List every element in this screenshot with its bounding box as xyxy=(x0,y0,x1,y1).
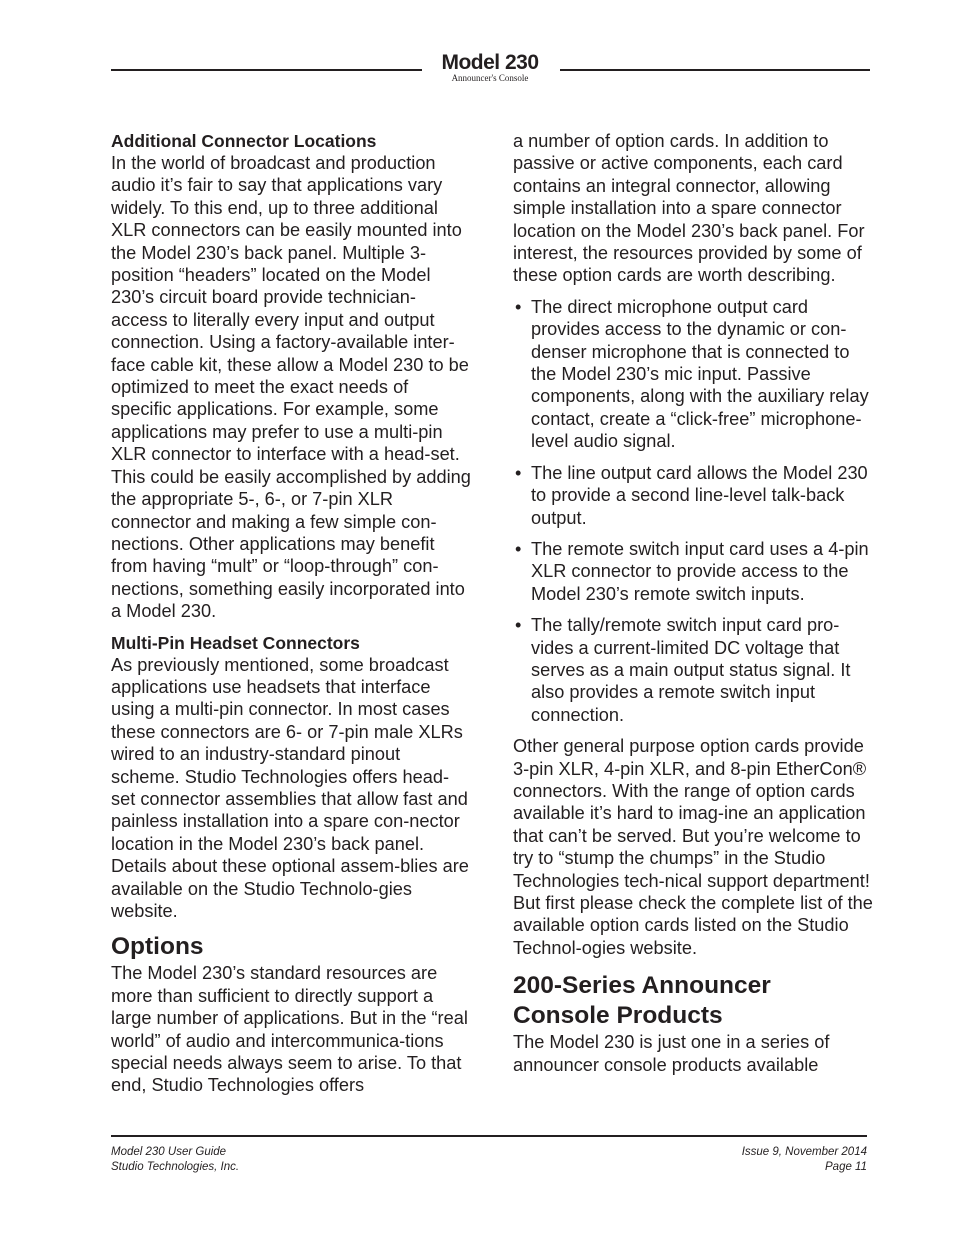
header-rule-left xyxy=(111,69,422,71)
option-cards-list xyxy=(513,296,873,726)
left-column xyxy=(111,130,471,1097)
logo-subtitle: Announcer's Console xyxy=(451,73,529,83)
list-item-text: The direct microphone output card provides access to the dynamic or con-denser microphone that is connected to the Model 230’s mic input. Passive components, along with the auxiliary relay contact, create a “click-free” microphone-level audio signal. xyxy=(531,296,869,452)
list-item xyxy=(513,614,873,726)
header-rule-right xyxy=(560,69,870,71)
footer-rule xyxy=(111,1135,867,1137)
list-item-text: The tally/remote switch input card pro-vides a current-limited DC voltage that serves as a main output status signal. It also provides a remote switch input connection. xyxy=(531,615,851,725)
heading-options: Options xyxy=(111,933,204,961)
list-item xyxy=(513,538,873,605)
list-item-text: The remote switch input card uses a 4-pin XLR connector to provide access to the Model 230’s remote switch inputs. xyxy=(531,538,869,604)
logo-title: Model 230 xyxy=(441,51,539,74)
paragraph-other-option-cards: Other general purpose option cards provide 3-pin XLR, 4-pin XLR, and 8-pin EtherCon® connectors. With the range of option cards available it’s hard to imag-ine an application that can’t be served. But you’re welcome to try to “stump the chumps” in the Studio Technologies tech-nical support department! But first please check the complete list of the available option cards listed on the Studio Technol-ogies website. xyxy=(513,736,873,958)
heading-multi-pin-headset-connectors: Multi-Pin Headset Connectors xyxy=(111,632,360,653)
footer-company: Studio Technologies, Inc. xyxy=(111,1160,240,1173)
list-item-text: The line output card allows the Model 230 to provide a second line-level talk-back output. xyxy=(531,462,868,528)
paragraph-option-cards-intro: a number of option cards. In addition to passive or active components, each card contains an integral connector, allowing simple installation into a spare connector location on the Model 230’s back panel. For interest, the resources provided by some of these option cards are worth describing. xyxy=(513,131,865,286)
bullet-glyph: • xyxy=(515,615,522,636)
footer-right xyxy=(667,1145,867,1174)
footer-issue: Issue 9, November 2014 xyxy=(741,1146,867,1158)
list-item xyxy=(513,296,873,453)
heading-additional-connector-locations: Additional Connector Locations xyxy=(111,131,377,151)
footer-page-number: Page 11 xyxy=(825,1160,867,1173)
model-logo xyxy=(424,52,556,83)
paragraph-200-series: The Model 230 is just one in a series of announcer console products available xyxy=(513,1032,830,1075)
footer-left xyxy=(111,1145,239,1174)
paragraph-additional-connectors: In the world of broadcast and production audio it’s fair to say that applications vary widely. To this end, up to three additional XLR connectors can be easily mounted into the Model 230’s back panel. Multiple 3-position “headers” located on the Model 230’s circuit board provide technician-access to literally every input and output connection. Using a factory-available inter-face cable kit, these allow a Model 230 to be optimized to meet the exact needs of specific applications. For example, some applications may prefer to use a multi-pin XLR connector to interface with a head-set. This could be easily accomplished by adding the appropriate 5-, 6-, or 7-pin XLR connector and making a few simple con-nections. Other applications may benefit from having “mult” or “loop-through” con-nections, something easily incorporated into a Model 230. xyxy=(111,153,471,622)
footer-guide-title: Model 230 User Guide xyxy=(111,1146,227,1158)
paragraph-multi-pin-headset: As previously mentioned, some broadcast applications use headsets that interface using a multi-pin connector. In most cases these connectors are 6- or 7-pin male XLRs wired to an industry-standard pinout scheme. Studio Technologies offers head-set connector assemblies that allow fast and painless installation into a spare con-nector location in the Model 230’s back panel. Details about these optional assem-blies are available on the Studio Technolo-gies website. xyxy=(111,654,469,921)
paragraph-options: The Model 230’s standard resources are more than sufficient to directly support a large number of applications. But in the “real world” of audio and intercommunica-tions special needs always seem to arise. To that end, Studio Technologies offers xyxy=(111,963,468,1096)
right-column xyxy=(513,130,873,1076)
heading-200-series: 200-Series Announcer Console Products xyxy=(513,972,771,1030)
list-item xyxy=(513,462,873,529)
bullet-glyph: • xyxy=(515,296,522,317)
bullet-glyph: • xyxy=(515,538,522,559)
bullet-glyph: • xyxy=(515,462,522,483)
